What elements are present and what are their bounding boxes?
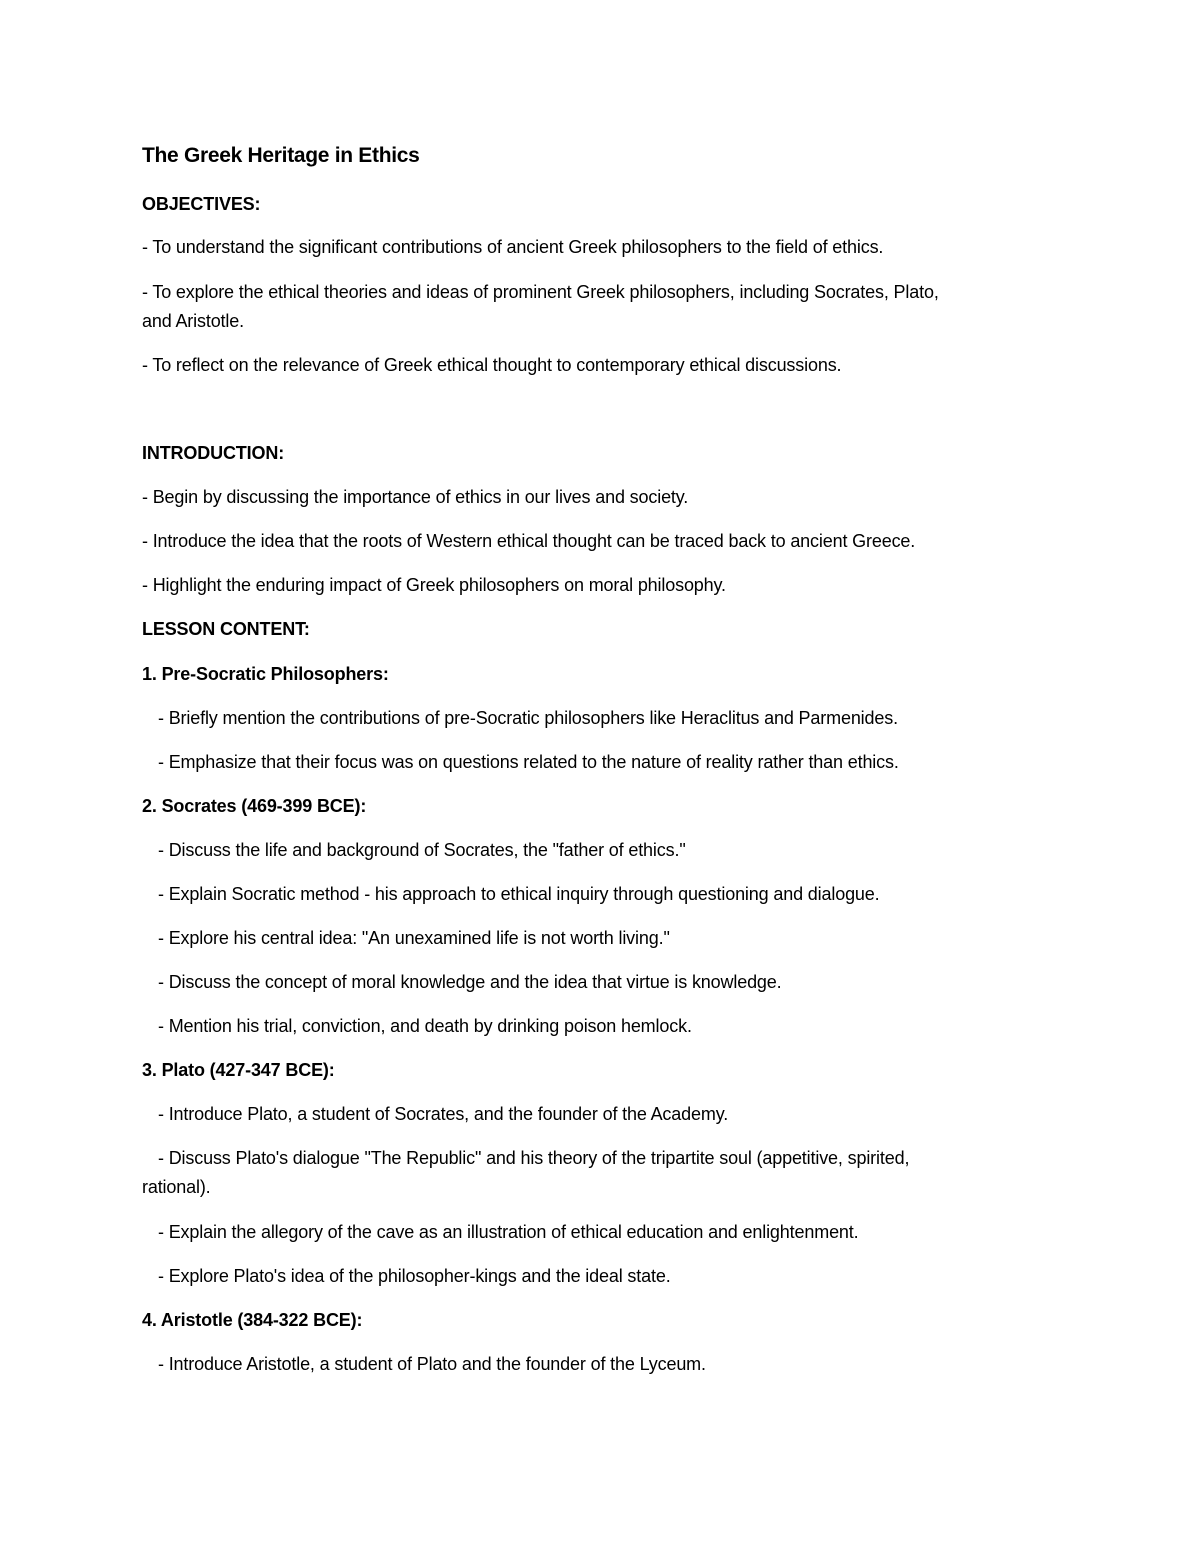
objective-item: - To reflect on the relevance of Greek ethical thought to contemporary ethical discussions. xyxy=(142,355,842,375)
objective-item-continuation: and Aristotle. xyxy=(142,311,244,331)
section-item: - Explain Socratic method - his approach to ethical inquiry through questioning and dialogue. xyxy=(158,884,880,904)
objective-item: - To understand the significant contributions of ancient Greek philosophers to the field of ethics. xyxy=(142,237,884,257)
section-item: - Explore Plato's idea of the philosopher-kings and the ideal state. xyxy=(158,1266,671,1286)
section-item: - Discuss the concept of moral knowledge and the idea that virtue is knowledge. xyxy=(158,972,782,992)
introduction-item: - Highlight the enduring impact of Greek philosophers on moral philosophy. xyxy=(142,575,726,595)
introduction-item: - Introduce the idea that the roots of Western ethical thought can be traced back to ancient Greece. xyxy=(142,531,916,551)
introduction-item: - Begin by discussing the importance of ethics in our lives and society. xyxy=(142,487,689,507)
section-item: - Introduce Aristotle, a student of Plato and the founder of the Lyceum. xyxy=(158,1354,706,1374)
section-item-continuation: rational). xyxy=(142,1177,211,1197)
section-item: - Explain the allegory of the cave as an illustration of ethical education and enlightenment. xyxy=(158,1222,859,1242)
section-item: - Emphasize that their focus was on questions related to the nature of reality rather than ethics. xyxy=(158,752,899,772)
objective-item: - To explore the ethical theories and ideas of prominent Greek philosophers, including Socrates, Plato, xyxy=(142,282,939,302)
introduction-heading: INTRODUCTION: xyxy=(142,443,285,463)
section-item: - Briefly mention the contributions of pre-Socratic philosophers like Heraclitus and Parmenides. xyxy=(158,708,898,728)
section-item: - Mention his trial, conviction, and death by drinking poison hemlock. xyxy=(158,1016,692,1036)
section-heading-aristotle: 4. Aristotle (384-322 BCE): xyxy=(142,1310,363,1330)
document-title: The Greek Heritage in Ethics xyxy=(142,144,420,167)
lesson-content-heading: LESSON CONTENT: xyxy=(142,619,310,639)
section-heading-plato: 3. Plato (427-347 BCE): xyxy=(142,1060,335,1080)
section-heading-presocratic: 1. Pre-Socratic Philosophers: xyxy=(142,664,389,684)
section-item: - Explore his central idea: "An unexamined life is not worth living." xyxy=(158,928,670,948)
section-item: - Introduce Plato, a student of Socrates, and the founder of the Academy. xyxy=(158,1104,729,1124)
section-item: - Discuss the life and background of Socrates, the "father of ethics." xyxy=(158,840,686,860)
section-item: - Discuss Plato's dialogue "The Republic" and his theory of the tripartite soul (appetitive, spirited, xyxy=(158,1148,910,1168)
section-heading-socrates: 2. Socrates (469-399 BCE): xyxy=(142,796,367,816)
objectives-heading: OBJECTIVES: xyxy=(142,194,261,214)
